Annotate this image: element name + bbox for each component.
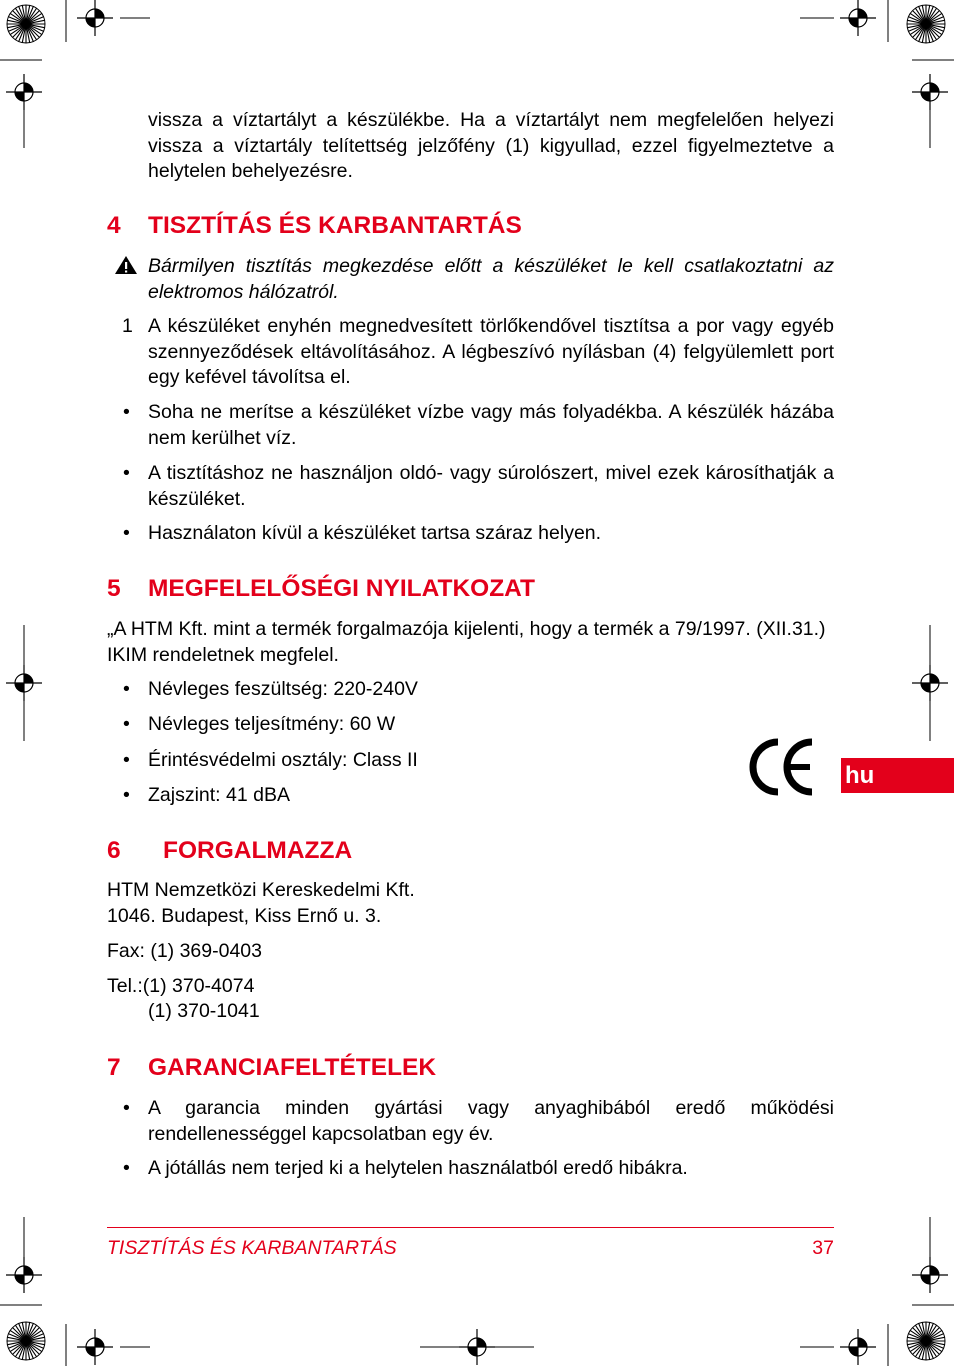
bullet-marker: •: [123, 1097, 130, 1119]
bullet-marker: •: [123, 401, 130, 423]
bullet-marker: •: [123, 749, 130, 771]
phone-number-2: (1) 370-1041: [148, 1000, 260, 1022]
section-5-number: 5: [107, 575, 121, 602]
list-item: Használaton kívül a készüléket tartsa száraz helyen.: [148, 522, 602, 544]
list-item: A jótállás nem terjed ki a helytelen használatból eredő hibákra.: [148, 1157, 688, 1179]
bullet-marker: •: [123, 462, 130, 484]
bullet-marker: •: [123, 678, 130, 700]
company-address: 1046. Budapest, Kiss Ernő u. 3.: [107, 905, 382, 927]
section-5-title: MEGFELELŐSÉGI NYILATKOZAT: [148, 575, 535, 602]
phone-number: Tel.:(1) 370-4074: [107, 975, 255, 997]
section-4-number: 4: [107, 212, 121, 239]
declaration-text: „A HTM Kft. mint a termék forgalmazója kijelenti, hogy a termék a 79/1997. (XII.31.) IKIM rendeletnek megfelel.: [107, 618, 826, 666]
footer-title: TISZTÍTÁS ÉS KARBANTARTÁS: [107, 1237, 397, 1259]
bullet-marker: •: [123, 522, 130, 544]
list-item: Névleges feszültség: 220-240V: [148, 678, 418, 700]
section-7-title: GARANCIAFELTÉTELEK: [148, 1054, 437, 1081]
list-item: Érintésvédelmi osztály: Class II: [148, 749, 418, 771]
list-item: A tisztításhoz ne használjon oldó- vagy súrolószert, mivel ezek károsíthatják a készüléket.: [148, 462, 834, 510]
section-4-title: TISZTÍTÁS ÉS KARBANTARTÁS: [148, 212, 522, 239]
warning-text: Bármilyen tisztítás megkezdése előtt a készüléket le kell csatlakoztatni az elektromos hálózatról.: [148, 255, 834, 303]
list-item: Soha ne merítse a készüléket vízbe vagy más folyadékba. A készülék házába nem kerülhet víz.: [148, 401, 834, 449]
list-item: Névleges teljesítmény: 60 W: [148, 713, 396, 735]
step-text: A készüléket enyhén megnedvesített törlőkendővel tisztítsa a por vagy egyéb szennyeződések eltávolításához. A légbeszívó nyílásban (4) felgyülemlett port egy kefével távolítsa el.: [148, 315, 834, 388]
company-name: HTM Nemzetközi Kereskedelmi Kft.: [107, 879, 415, 901]
step-number: 1: [122, 315, 133, 337]
fax-number: Fax: (1) 369-0403: [107, 940, 263, 962]
section-6-title: FORGALMAZZA: [163, 837, 353, 864]
list-item: A garancia minden gyártási vagy anyaghibából eredő működési rendellenességgel kapcsolatban egy év.: [148, 1097, 834, 1145]
bullet-marker: •: [123, 1157, 130, 1179]
page-number: 37: [812, 1237, 834, 1259]
footer-rule: [107, 1227, 834, 1228]
warning-icon: [114, 255, 138, 275]
language-tab: hu: [841, 758, 954, 793]
bullet-marker: •: [123, 713, 130, 735]
ce-mark-icon: [748, 736, 818, 798]
intro-paragraph: vissza a víztartályt a készülékbe. Ha a víztartályt nem megfelelően helyezi vissza a víztartály telítettség jelzőfény (1) kigyullad, ezzel figyelmeztetve a helytelen behelyezésre.: [148, 109, 834, 182]
list-item: Zajszint: 41 dBA: [148, 784, 290, 806]
section-6-number: 6: [107, 837, 121, 864]
bullet-marker: •: [123, 784, 130, 806]
section-7-number: 7: [107, 1054, 121, 1081]
